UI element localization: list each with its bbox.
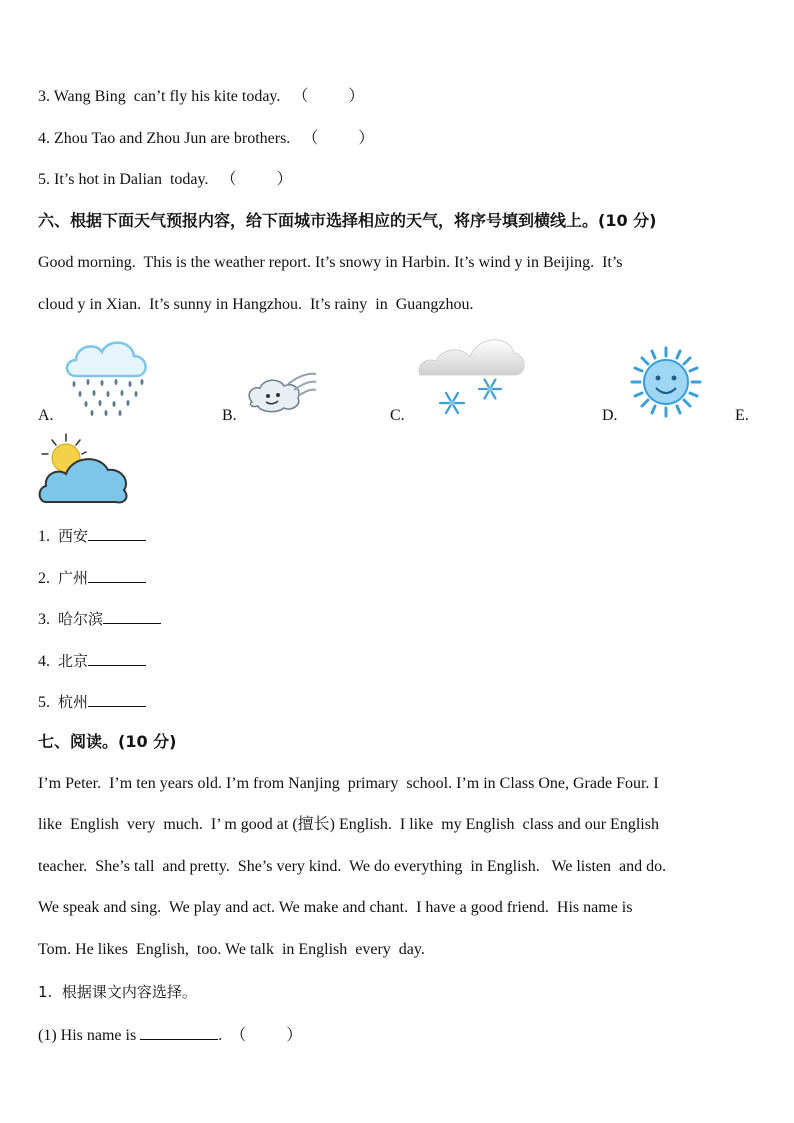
weather-passage-line-2: cloud y in Xian. It’s sunny in Hangzhou. It’s rainy in Guangzhou. <box>38 296 474 313</box>
option-c-label: C. <box>390 407 405 424</box>
reading-question-1: 1. 根据课文内容选择。 <box>38 983 197 1001</box>
reading-passage-line-1: I’m Peter. I’m ten years old. I’m from Nanjing primary school. I’m in Class One, Grade Four. I <box>38 775 659 792</box>
answer-blank-5[interactable] <box>88 690 146 707</box>
answer-blank-4[interactable] <box>88 649 146 666</box>
city-item-3: 3. 哈尔滨 <box>38 607 161 630</box>
answer-blank-name[interactable] <box>140 1023 218 1040</box>
reading-passage-line-4: We speak and sing. We play and act. We make and chant. I have a good friend. His name is <box>38 899 633 916</box>
reading-question-1-1: (1) His name is . （ ） <box>38 1023 302 1046</box>
city-item-5: 5. 杭州 <box>38 690 146 713</box>
answer-blank-3[interactable] <box>103 607 161 624</box>
option-b-label: B. <box>222 407 237 424</box>
weather-passage-line-1: Good morning. This is the weather report. It’s snowy in Harbin. It’s wind y in Beijing. It’s <box>38 254 623 271</box>
city-item-1: 1. 西安 <box>38 524 146 547</box>
question-5-5: 5. It’s hot in Dalian today. （ ） <box>38 171 293 188</box>
wind-icon <box>244 368 318 418</box>
city-item-2: 2. 广州 <box>38 566 146 589</box>
section-7-heading: 七、阅读。(10 分) <box>38 732 177 751</box>
rain-cloud-icon <box>62 336 152 418</box>
reading-passage-line-5: Tom. He likes English, too. We talk in English every day. <box>38 941 425 958</box>
sun-icon <box>630 346 702 418</box>
question-5-3: 3. Wang Bing can’t fly his kite today. （ ） <box>38 88 365 105</box>
city-item-4: 4. 北京 <box>38 649 146 672</box>
snow-cloud-icon <box>416 333 526 423</box>
reading-passage-line-3: teacher. She’s tall and pretty. She’s very kind. We do everything in English. We listen and do. <box>38 858 667 875</box>
reading-passage-line-2: like English very much. I’ m good at (擅长) English. I like my English class and our English <box>38 816 659 833</box>
answer-blank-1[interactable] <box>88 524 146 541</box>
answer-blank-2[interactable] <box>88 566 146 583</box>
section-6-heading: 六、根据下面天气预报内容，给下面城市选择相应的天气，将序号填到横线上。(10 分) <box>38 211 657 230</box>
option-d-label: D. <box>602 407 618 424</box>
partly-cloudy-icon <box>38 432 130 508</box>
option-a-label: A. <box>38 407 54 424</box>
option-e-label: E. <box>735 407 749 424</box>
question-5-4: 4. Zhou Tao and Zhou Jun are brothers. （ ） <box>38 130 375 147</box>
